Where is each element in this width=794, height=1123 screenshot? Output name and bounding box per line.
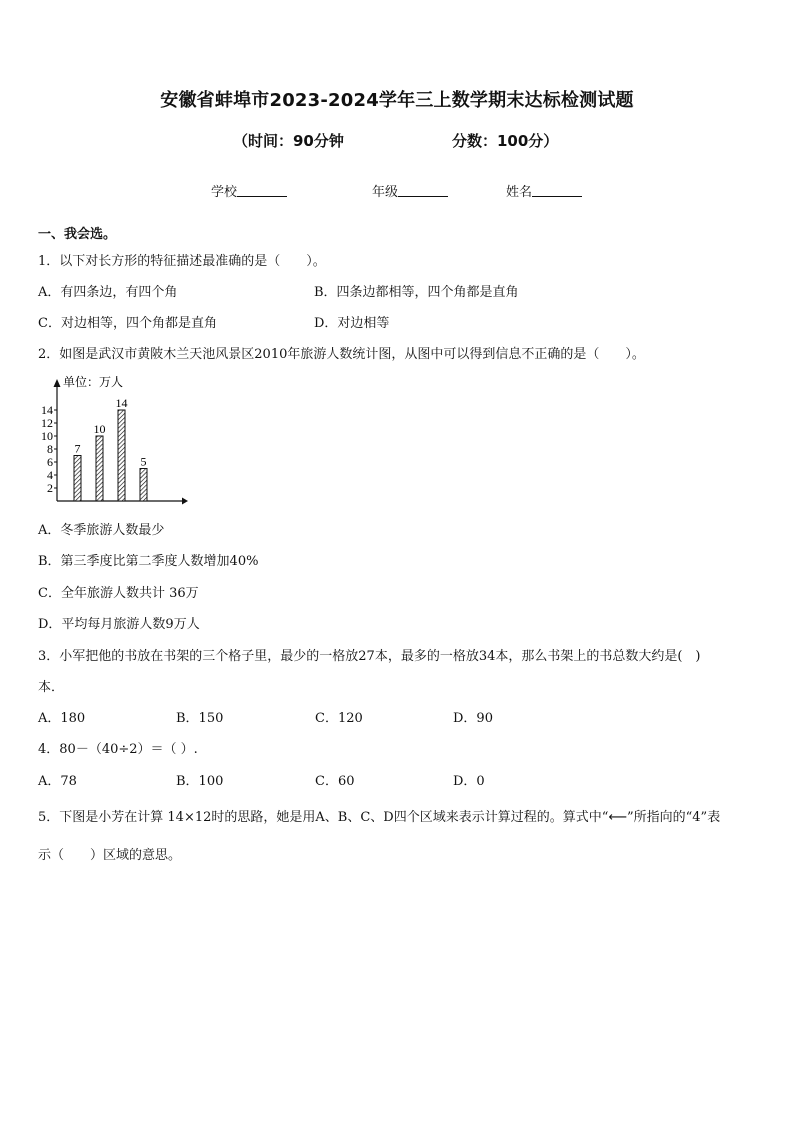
q5-text-b: ”所指向的“4”表	[626, 810, 721, 825]
y-tick-label: 2	[47, 481, 53, 495]
q3-option-b[interactable]: B．150	[176, 711, 224, 726]
y-tick-label: 6	[47, 455, 53, 469]
name-blank[interactable]	[532, 184, 582, 197]
exam-score: 分数：100分）	[452, 132, 559, 150]
q4-option-d[interactable]: D．0	[453, 774, 485, 789]
q3-option-a[interactable]: A．180	[38, 711, 86, 726]
bar	[118, 410, 125, 501]
y-tick-label: 10	[41, 429, 53, 443]
q4-option-a[interactable]: A．78	[38, 774, 77, 789]
x-axis-arrow	[182, 498, 188, 505]
question-3-stem-line1: 3．小军把他的书放在书架的三个格子里，最少的一格放27本，最多的一格放34本，那么书架上的书总数大约是( )	[38, 649, 701, 664]
question-4-stem: 4．80－（40÷2）＝（ ）.	[38, 742, 198, 757]
grade-label: 年级	[372, 185, 399, 200]
q5-text-a: 5．下图是小芳在计算 14×12时的思路，她是用A、B、C、D四个区域来表示计算过程的。算式中“	[38, 810, 609, 825]
bar	[140, 469, 147, 502]
q2-option-a[interactable]: A．冬季旅游人数最少	[38, 523, 165, 538]
question-2-stem: 2．如图是武汉市黄陂木兰天池风景区2010年旅游人数统计图，从图中可以得到信息不正确的是（ ）。	[38, 347, 645, 362]
name-label: 姓名	[506, 185, 533, 200]
tourist-bar-chart	[36, 370, 196, 510]
q2-option-c[interactable]: C．全年旅游人数共计 36万	[38, 586, 199, 601]
q2-option-d[interactable]: D．平均每月旅游人数9万人	[38, 617, 200, 632]
bar-value-label: 7	[74, 441, 81, 456]
y-tick-label: 14	[41, 403, 53, 417]
arrow-left-icon: ⟵	[608, 810, 627, 825]
chart-unit-label: 单位：万人	[63, 375, 124, 389]
q2-option-b[interactable]: B．第三季度比第二季度人数增加40%	[38, 554, 259, 569]
bar-value-label: 5	[140, 454, 147, 469]
school-blank[interactable]	[237, 184, 287, 197]
y-tick-label: 12	[41, 416, 53, 430]
q1-option-d[interactable]: D．对边相等	[314, 316, 390, 331]
q4-option-c[interactable]: C．60	[315, 774, 355, 789]
q3-option-c[interactable]: C．120	[315, 711, 363, 726]
grade-blank[interactable]	[398, 184, 448, 197]
grade-field	[372, 181, 448, 200]
question-5-stem-line2: 示（ ）区域的意思。	[38, 848, 182, 863]
page-title: 安徽省蚌埠市2023-2024学年三上数学期末达标检测试题	[160, 90, 634, 111]
question-1-stem: 1．以下对长方形的特征描述最准确的是（ ）。	[38, 254, 326, 269]
y-axis-arrow	[54, 379, 61, 387]
section-title: 一、我会选。	[38, 227, 117, 242]
exam-time: （时间：90分钟	[233, 132, 344, 150]
bar-value-label: 10	[93, 422, 106, 436]
q1-option-b[interactable]: B．四条边都相等，四个角都是直角	[314, 285, 519, 300]
q4-option-b[interactable]: B．100	[176, 774, 224, 789]
school-label: 学校	[211, 185, 238, 200]
chart-plot	[41, 379, 188, 505]
y-tick-label: 8	[47, 442, 53, 456]
q1-option-c[interactable]: C．对边相等，四个角都是直角	[38, 316, 217, 331]
school-field	[211, 181, 287, 200]
name-field	[506, 181, 582, 200]
q1-option-a[interactable]: A．有四条边，有四个角	[38, 285, 178, 300]
bar-value-label: 14	[115, 396, 128, 410]
question-3-stem-line2: 本．	[38, 680, 65, 695]
q3-option-d[interactable]: D．90	[453, 711, 493, 726]
bar	[96, 436, 103, 501]
bar	[74, 456, 81, 502]
y-tick-label: 4	[47, 468, 53, 482]
question-5-stem-line1	[38, 806, 720, 825]
